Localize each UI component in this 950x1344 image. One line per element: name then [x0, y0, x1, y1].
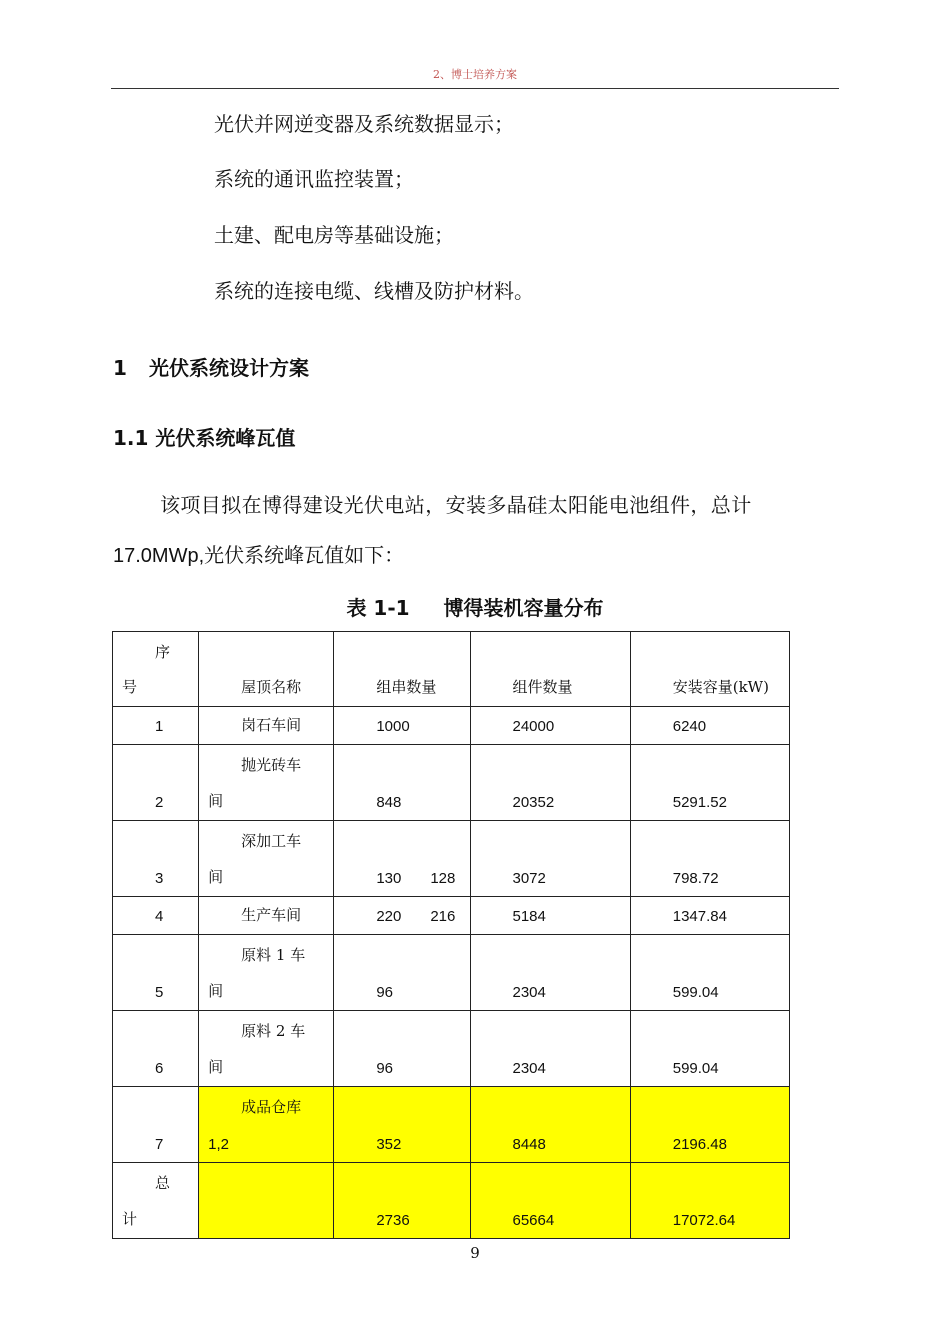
table-caption-title: 博得装机容量分布 [443, 596, 604, 620]
capacity-table [112, 631, 790, 1239]
section-heading [113, 352, 309, 381]
list-item: 系统的连接电缆、线槽及防护材料。 [214, 279, 534, 303]
running-header: 2、博士培养方案 [433, 68, 517, 81]
table-row: 2 抛光砖车 间 848 20352 5291.52 [113, 745, 790, 821]
section-title: 光伏系统设计方案 [149, 356, 309, 380]
table-row: 1 岗石车间 1000 24000 6240 [113, 707, 790, 745]
header-name: 屋顶名称 [199, 632, 334, 707]
paragraph-line-2 [113, 541, 404, 570]
paragraph-line-2-text: 光伏系统峰瓦值如下： [204, 543, 405, 567]
subsection-heading: 1.1 光伏系统峰瓦值 [113, 426, 296, 450]
page-number: 9 [470, 1244, 480, 1262]
header-strings: 组串数量 [334, 632, 470, 707]
table-total-row: 总 计 2736 65664 17072.64 [113, 1163, 790, 1239]
table-caption-number: 表 1-1 [346, 596, 410, 620]
list-item: 土建、配电房等基础设施； [214, 223, 454, 247]
header-capacity: 安装容量(kW) [630, 632, 789, 707]
table-row: 5 原料 1 车 间 96 2304 599.04 [113, 935, 790, 1011]
table-row: 6 原料 2 车 间 96 2304 599.04 [113, 1011, 790, 1087]
section-number: 1 [113, 356, 127, 380]
paragraph-line-1: 该项目拟在博得建设光伏电站，安装多晶硅太阳能电池组件，总计 [160, 493, 752, 517]
capacity-total-text: 17.0MWp, [113, 545, 205, 567]
table-row: 3 深加工车 间 130 128 3072 798.72 [113, 821, 790, 897]
header-modules: 组件数量 [470, 632, 630, 707]
list-item: 光伏并网逆变器及系统数据显示； [214, 112, 514, 136]
table-header-row [113, 632, 790, 707]
header-rule [111, 88, 839, 89]
table-row-highlighted: 7 成品仓库 1,2 352 8448 2196.48 [113, 1087, 790, 1163]
header-index: 序 号 [113, 632, 199, 707]
table-caption [0, 592, 950, 621]
list-item: 系统的通讯监控装置； [214, 167, 414, 191]
table-row: 4 生产车间 220 216 5184 1347.84 [113, 897, 790, 935]
